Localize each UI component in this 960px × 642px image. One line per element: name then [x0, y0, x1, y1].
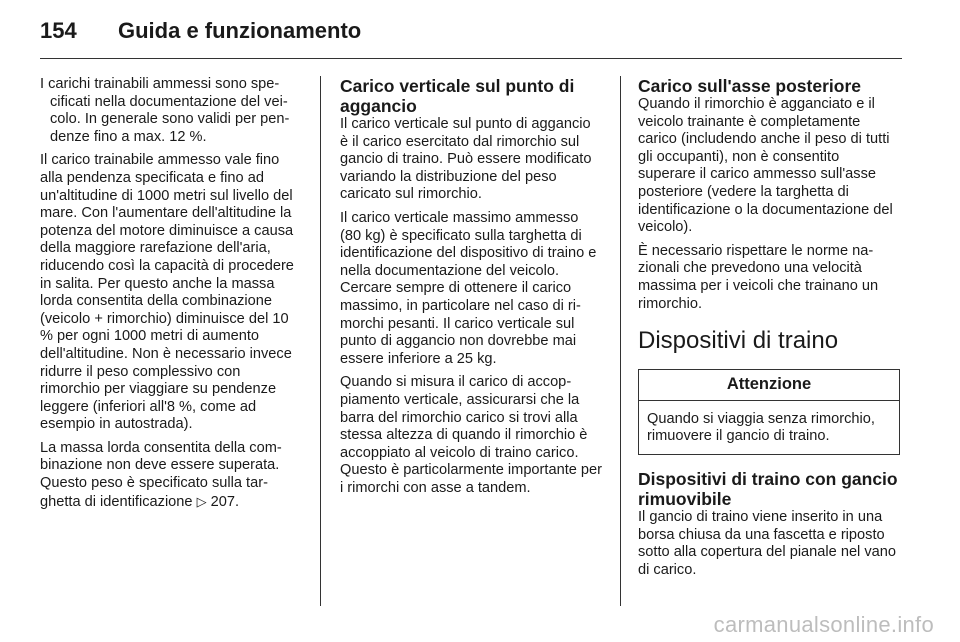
column-divider-1	[320, 76, 321, 606]
warning-box	[638, 369, 900, 455]
page-header	[40, 18, 361, 48]
paragraph-speed-limits: È necessario rispettare le norme nazionali che prevedono una velocità massima per i veicoli che trainano un rimorchio.	[638, 242, 879, 312]
heading-removable-hook: Dispositivi di traino con gancio rimuovibile	[638, 468, 898, 509]
page-reference-link[interactable]: 207.	[210, 493, 240, 510]
warning-box-text: Quando si viaggia senza rimorchio, rimuovere il gancio di traino.	[647, 410, 875, 445]
section-title-towing-devices: Dispositivi di traino	[638, 327, 839, 355]
paragraph-measuring-load: Quando si misura il carico di accoppiamento verticale, assicurarsi che la barra del rimorchio carico si trovi alla stessa altezza di quando il rimorchio è accoppiato al veicolo di traino carico. Questo è particolarmente importante per i rimorchi con asse a tandem.	[340, 374, 603, 496]
warning-box-title: Attenzione	[639, 370, 899, 401]
watermark: carmanualsonline.info	[713, 612, 934, 637]
paragraph-max-vertical-load: Il carico verticale massimo ammesso (80 kg) è specificato sulla targhetta di identificazione del dispositivo di traino e nella documentazione del veicolo. Cercare sempre di ottenere il carico massimo, in particolare nel caso di rimorchi pesanti. Il carico verticale sul punto di aggancio non dovrebbe mai essere inferiore a 25 kg.	[340, 209, 597, 367]
paragraph-rear-axle: Quando il rimorchio è agganciato e il veicolo trainante è completamente carico (includendo anche il peso di tutti gli occupanti), non è consentito superare il carico ammesso sull'asse posteriore (vedere la targhetta di identificazione o la documentazione del veicolo).	[638, 96, 893, 236]
paragraph-altitude: Il carico trainabile ammesso vale fino alla pendenza specificata e fino ad un'altitudine di 1000 metri sul livello del mare. Con l'aumentare dell'altitudine la potenza del motore diminuisce a causa della maggiore rarefazione dell'aria, riducendo così la capacità di procedere in salita. Per questo anche la massa lorda consentita della combinazione (veicolo + rimorchio) diminuisce del 10 % per ogni 1000 metri di aumento dell'altitudine. Non è necessario invece ridurre il peso complessivo con rimorchio per viaggiare su pendenze leggere (inferiori all'8 %, come ad esempio in autostrada).	[40, 152, 294, 433]
paragraph-gross-mass-text: La massa lorda consentita della combinazione non deve essere superata. Questo peso è specificato sulla targhetta di identificazione	[40, 439, 282, 510]
page-number: 154	[40, 18, 77, 43]
heading-rear-axle-load: Carico sull'asse posteriore	[638, 76, 862, 96]
header-rule	[40, 58, 902, 59]
reference-arrow-icon: ▷	[196, 493, 207, 509]
paragraph-towing-loads: I carichi trainabili ammessi sono specificati nella documentazione del veicolo. In generale sono validi per pendenze fino a max. 12 %.	[40, 76, 290, 145]
paragraph-removable-hook: Il gancio di traino viene inserito in una borsa chiusa da una fascetta e riposto sotto alla copertura del pianale nel vano di carico.	[638, 508, 896, 578]
heading-vertical-load: Carico verticale sul punto di aggancio	[340, 76, 575, 116]
chapter-title: Guida e funzionamento	[118, 18, 362, 43]
paragraph-vertical-load: Il carico verticale sul punto di aggancio è il carico esercitato dal rimorchio sul gancio di traino. Può essere modificato variando la distribuzione del peso caricato sul rimorchio.	[340, 116, 592, 203]
column-middle	[340, 76, 602, 503]
column-divider-2	[620, 76, 621, 606]
column-left	[40, 76, 302, 517]
paragraph-gross-mass	[40, 440, 302, 511]
column-right	[638, 76, 900, 585]
